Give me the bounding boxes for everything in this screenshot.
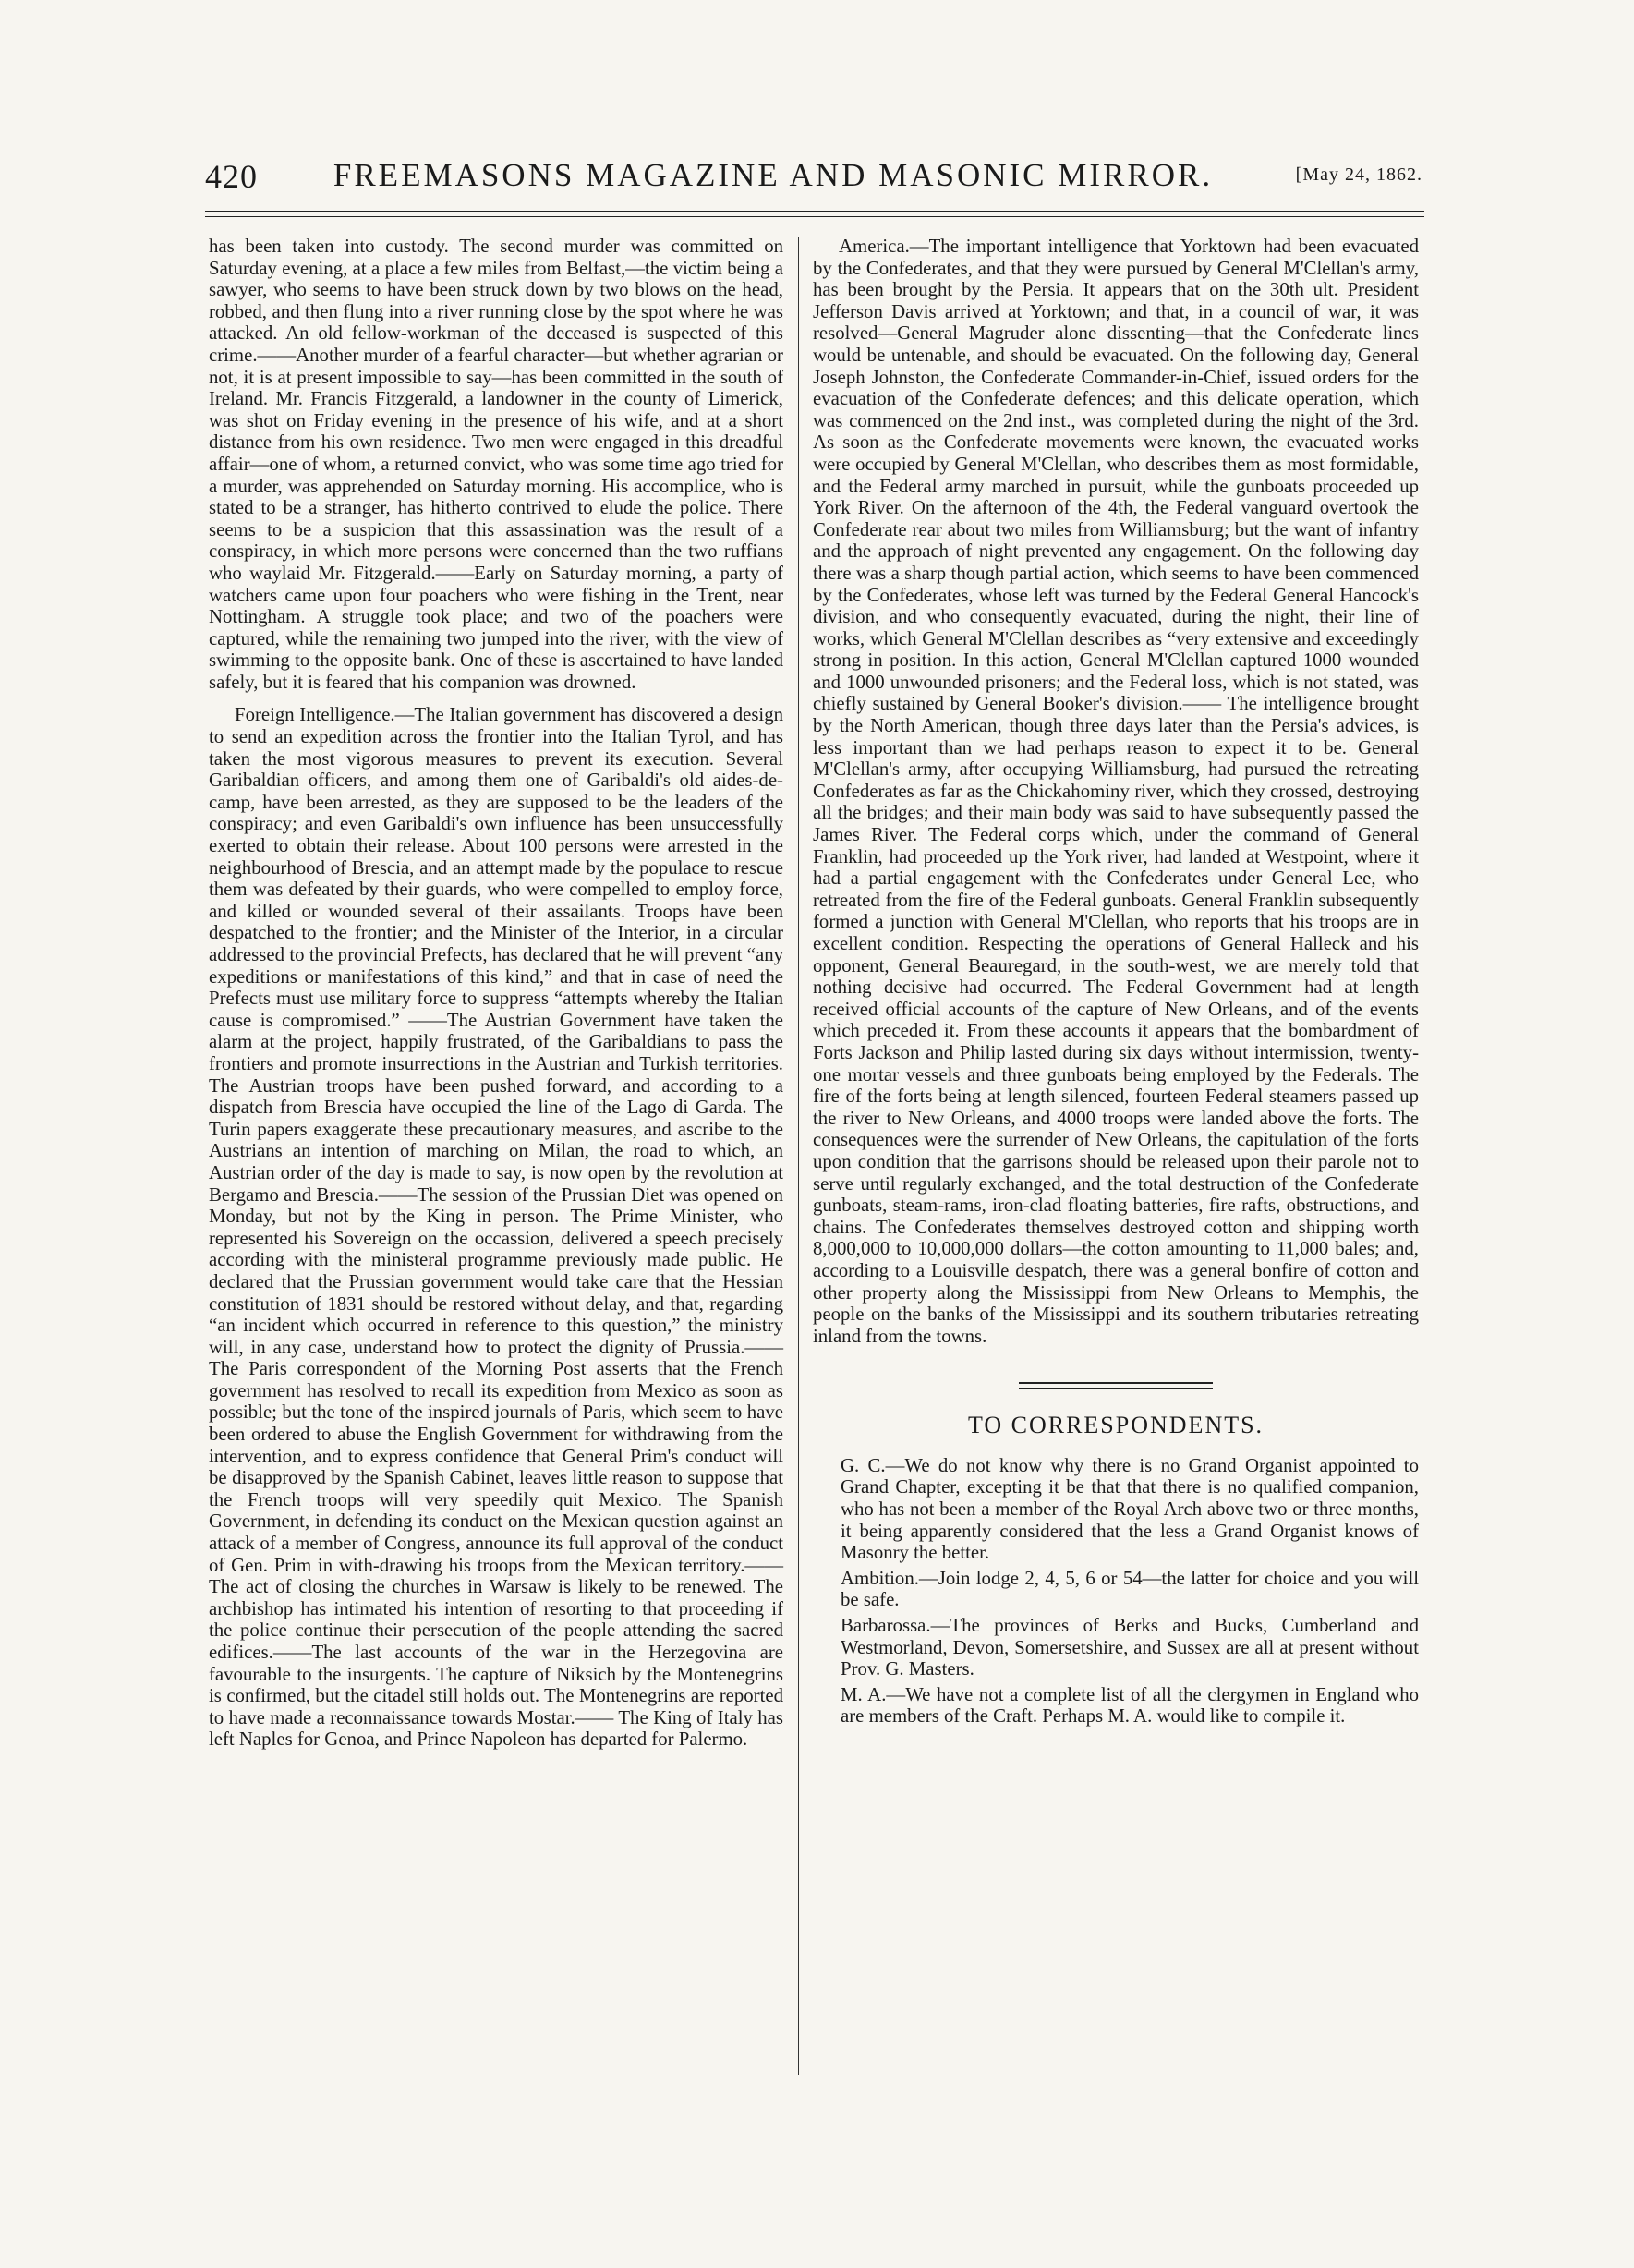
article-paragraph: has been taken into custody. The second murder was committed on Saturday evening, at a place a few miles from Belfast,—the victim being a sawyer, who seems to have been struck down by two blows on the head, robbed, and then flung into a river running close by the spot where he was attacked. An old fellow-workman of the deceased is suspected of this crime.——Another murder of a fearful character—but whether agrarian or not, it is at present impossible to say—has been committed in the south of Ireland. Mr. Francis Fitzgerald, a landowner in the county of Limerick, was shot on Friday evening in the presence of his wife, and at a short distance from his own residence. Two men were engaged in this dreadful affair—one of whom, a returned convict, who was some time ago tried for a murder, was apprehended on Saturday morning. His accomplice, who is stated to be a stranger, has hitherto contrived to elude the police. There seems to be a suspicion that this assassination was the result of a conspiracy, in which more persons were concerned than the two ruffians who waylaid Mr. Fitzgerald.——Early on Saturday morning, a party of watchers came upon four poachers who were fishing in the Trent, near Nottingham. A struggle took place; and two of the poachers were captured, while the remaining two jumped into the river, with the view of swimming to the opposite bank. One of these is ascertained to have landed safely, but it is feared that his companion was drowned.: [209, 236, 783, 693]
header-rule: [205, 211, 1424, 212]
running-title: FREEMASONS MAGAZINE AND MASONIC MIRROR.: [333, 157, 1214, 193]
foreign-intelligence-paragraph: Foreign Intelligence.—The Italian government has discovered a design to send an expedition across the frontier into the Italian Tyrol, and has taken the most vigorous measures to prevent its execution. Several Garibaldian officers, and among them one of Garibaldi's old aides-de-camp, have been arrested, as they are supposed to be the leaders of the conspiracy; and even Garibaldi's own influence has been unsuccessfully exerted to obtain their release. About 100 persons were arrested in the neighbourhood of Brescia, and an attempt made by the populace to rescue them was defeated by their guards, who were compelled to employ force, and killed or wounded several of their assailants. Troops have been despatched to the frontier; and the Minister of the Interior, in a circular addressed to the provincial Prefects, has declared that he will prevent “any expeditions or manifestations of this kind,” and that in case of need the Prefects must use military force to suppress “attempts whereby the Italian cause is compromised.” ——The Austrian Government have taken the alarm at the project, happily frustrated, of the Garibaldians to pass the frontiers and promote insurrections in the Austrian and Turkish territories. The Austrian troops have been pushed forward, and according to a dispatch from Brescia have occupied the line of the Lago di Garda. The Turin papers exaggerate these precautionary measures, and ascribe to the Austrians an intention of marching on Milan, the road to which, an Austrian order of the day is made to say, is now open by the revolution at Bergamo and Brescia.——The session of the Prussian Diet was opened on Monday, but not by the King in person. The Prime Minister, who represented his Sovereign on the occassion, delivered a speech precisely according with the ministeral programme previously made public. He declared that the Prussian government would take care that the Hessian constitution of 1831 should be restored without delay, and that, regarding “an incident which occurred in reference to this question,” the ministry will, in any case, understand how to protect the dignity of Prussia.——The Paris correspondent of the Morning Post asserts that the French government has resolved to recall its expedition from Mexico as soon as possible; but the tone of the inspired journals of Paris, which seem to have been ordered to abuse the English Government for withdrawing from the intervention, and to express confidence that General Prim's conduct will be disapproved by the Spanish Cabinet, leaves little reason to suppose that the French troops will very speedily quit Mexico. The Spanish Government, in defending its conduct on the Mexican question against an attack of a member of Congress, announce its full approval of the conduct of Gen. Prim in with-drawing his troops from the Mexican territory.——The act of closing the churches in Warsaw is likely to be renewed. The archbishop has intimated his intention of resorting to that proceeding if the police continue their persecution of the people attending the sacred edifices.——The last accounts of the war in the Herzegovina are favourable to the insurgents. The capture of Niksich by the Montenegrins is confirmed, but the citadel still holds out. The Montenegrins are reported to have made a reconnaissance towards Mostar.—— The King of Italy has left Naples for Genoa, and Prince Napoleon has departed for Palermo.: [209, 704, 783, 1751]
left-column: [209, 236, 783, 1751]
page-header: [205, 157, 1422, 212]
correspondent-entry: Ambition.—Join lodge 2, 4, 5, 6 or 54—the latter for choice and you will be safe.: [841, 1567, 1419, 1611]
section-rule-thin: [1019, 1388, 1213, 1389]
issue-date: [May 24, 1862.: [1295, 164, 1422, 185]
america-paragraph: America.—The important intelligence that Yorktown had been evacuated by the Confederates, and that they were pursued by General M'Clellan's army, has been brought by the Persia. It appears that on the 30th ult. President Jefferson Davis arrived at Yorktown; and that, in a council of war, it was resolved—General Magruder alone dissenting—that the Confederate lines would be untenable, and should be evacuated. On the following day, General Joseph Johnston, the Confederate Commander-in-Chief, issued orders for the evacuation of the Confederate defences; and this delicate operation, which was commenced on the 2nd inst., was completed during the night of the 3rd. As soon as the Confederate movements were known, the evacuated works were occupied by General M'Clellan, who describes them as most formidable, and the Federal army marched in pursuit, while the gunboats proceeded up York River. On the afternoon of the 4th, the Federal vanguard overtook the Confederate rear about two miles from Williamsburg; but the want of infantry and the approach of night prevented any engagement. On the following day there was a sharp though partial action, which seems to have been commenced by the Confederates, whose left was turned by the Federal General Hancock's division, and who consequently evacuated, during the night, their line of works, which General M'Clellan describes as “very extensive and exceedingly strong in position. In this action, General M'Clellan captured 1000 wounded and 1000 unwounded prisoners; and the Federal loss, which is not stated, was chiefly sustained by General Booker's division.—— The intelligence brought by the North American, though three days later than the Persia's advices, is less important than we had perhaps reason to expect it to be. General M'Clellan's army, after occupying Williamsburg, had pursued the retreating Confederates as far as the Chickahominy river, which they crossed, destroying all the bridges; and their main body was said to have subsequently passed the James River. The Federal corps which, under the command of General Franklin, had proceeded up the York river, had landed at Westpoint, where it had a partial engagement with the Confederates under General Lee, who retreated from the fire of the Federal gunboats. General Franklin subsequently formed a junction with General M'Clellan, who reports that his troops are in excellent condition. Respecting the operations of General Halleck and his opponent, General Beauregard, in the south-west, we are merely told that nothing decisive had occurred. The Federal Government had at length received official accounts of the capture of New Orleans, and of the events which preceded it. From these accounts it appears that the bombardment of Forts Jackson and Philip lasted during six days without intermission, twenty-one mortar vessels and three gunboats being employed by the Federals. The fire of the forts being at length silenced, fourteen Federal steamers passed up the river to New Orleans, and 4000 troops were landed above the forts. The consequences were the surrender of New Orleans, the capitulation of the forts upon condition that the garrisons should be released upon their parole not to serve until regularly exchanged, and the total destruction of the Confederate gunboats, steam-rams, iron-clad floating batteries, fire rafts, obstructions, and chains. The Confederates themselves destroyed cotton and shipping worth 8,000,000 to 10,000,000 dollars—the cotton amounting to 11,000 bales; and, according to a Louisville despatch, there was a general bonfire of cotton and other property along the Mississippi from New Orleans to Memphis, the people on the banks of the Mississippi and its southern tributaries retreating inland from the towns.: [813, 236, 1419, 1347]
right-column: [813, 236, 1419, 1728]
header-rule-thin: [205, 216, 1424, 217]
correspondents-heading: TO CORRESPONDENTS.: [967, 1412, 1265, 1439]
correspondent-entry: Barbarossa.—The provinces of Berks and Bucks, Cumberland and Westmorland, Devon, Somersetshire, and Sussex are all at present without Prov. G. Masters.: [841, 1615, 1419, 1680]
page-number: 420: [205, 158, 258, 195]
section-rule: [1019, 1382, 1213, 1384]
correspondent-entry: M. A.—We have not a complete list of all the clergymen in England who are members of the Craft. Perhaps M. A. would like to compile it.: [841, 1683, 1419, 1728]
column-divider: [798, 237, 799, 2075]
correspondent-entry: G. C.—We do not know why there is no Grand Organist appointed to Grand Chapter, excepting it be that that there is no qualified companion, who has not been a member of the Royal Arch above two or three months, it being apparently considered that the less a Grand Organist knows of Masonry the better.: [841, 1454, 1419, 1564]
